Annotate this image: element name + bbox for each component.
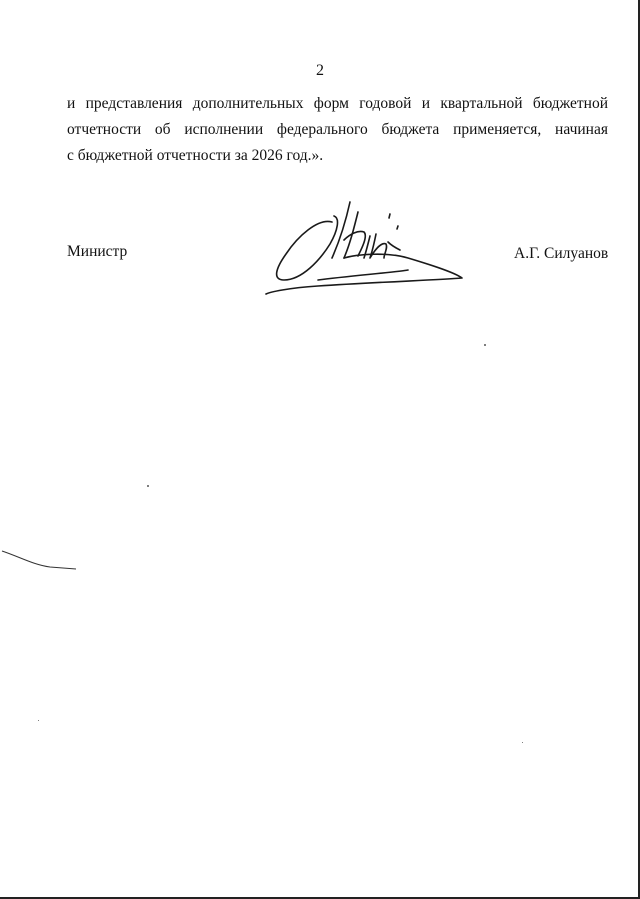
paragraph-line: и представления дополнительных форм годовой и квартальной бюджетной (67, 95, 608, 112)
scan-speck (484, 344, 486, 346)
handwritten-signature (258, 196, 468, 300)
scan-speck (147, 485, 149, 487)
signatory-name: А.Г. Силуанов (514, 245, 609, 262)
page-number: 2 (316, 62, 324, 79)
body-paragraph (67, 91, 608, 169)
scan-speck (522, 742, 523, 743)
scan-speck (38, 720, 39, 721)
paragraph-line: отчетности об исполнении федерального бюджета применяется, начиная (67, 121, 608, 138)
scan-artifact-mark (0, 545, 80, 575)
signatory-role: Министр (67, 243, 128, 260)
paragraph-line: с бюджетной отчетности за 2026 год.». (67, 147, 324, 164)
